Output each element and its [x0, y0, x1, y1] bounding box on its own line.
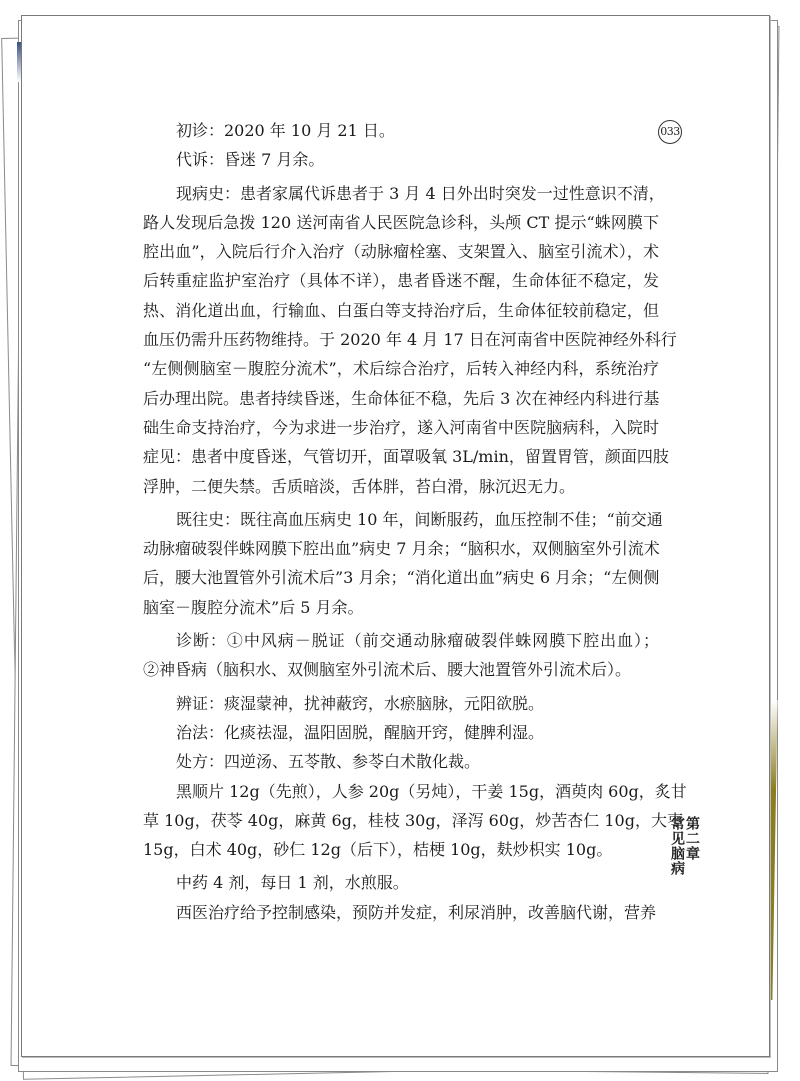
paragraph [143, 505, 663, 622]
paragraph [143, 868, 659, 897]
chapter-label: 第二章 [684, 816, 700, 861]
text-line: 草 10g，茯苓 40g，麻黄 6g，桂枝 30g，泽泻 60g，炒苦杏仁 10g，大枣 [143, 810, 683, 830]
text-line: 后，腰大池置管外引流术后”3 月余；“消化道出血”病史 6 月余；“左侧侧 [143, 568, 660, 588]
text-line: 础生命支持治疗，今为求进一步治疗，遂入河南省中医院脑病科，入院时 [143, 417, 659, 437]
paragraph [143, 179, 677, 501]
text-line: 处方：四逆汤、五苓散、参苓白术散化裁。 [176, 752, 481, 772]
text-line: 治法：化痰祛湿，温阳固脱，醒脑开窍，健脾利湿。 [176, 722, 545, 742]
text-line: 代诉：昏迷 7 月余。 [176, 150, 325, 170]
text-line: 黑顺片 12g（先煎），人参 20g（另炖），干姜 15g，酒萸肉 60g，炙甘 [176, 781, 687, 801]
paragraph [143, 626, 659, 685]
running-head [669, 816, 700, 876]
text-line: 西医治疗给予控制感染，预防并发症，利尿消肿，改善脑代谢，营养 [176, 902, 657, 922]
text-line: 15g，白术 40g，砂仁 12g（后下），桔梗 10g，麸炒枳实 10g。 [143, 840, 613, 860]
text-line: 初诊：2020 年 10 月 21 日。 [176, 121, 395, 140]
text-line: 现病史：患者家属代诉患者于 3 月 4 日外出时突发一过性意识不清， [176, 183, 665, 203]
text-line: 诊断：①中风病－脱证（前交通动脉瘤破裂伴蛛网膜下腔出血）； [176, 631, 659, 651]
text-line: ②神昏病（脑积水、双侧脑室外引流术后、腰大池置管外引流术后）。 [143, 660, 632, 680]
text-line: 脑室－腹腔分流术”后 5 月余。 [143, 597, 364, 617]
paragraph [143, 718, 659, 747]
chapter-title: 常见脑病 [669, 816, 685, 876]
text-line: 症见：患者中度昏迷，气管切开，面罩吸氧 3L/min，留置胃管，颜面四肢 [143, 447, 669, 467]
text-line: 后办理出院。患者持续昏迷，生命体征不稳，先后 3 次在神经内科进行基 [143, 388, 660, 408]
text-line: 动脉瘤破裂伴蛛网膜下腔出血”病史 7 月余；“脑积水，双侧脑室外引流术 [143, 539, 660, 559]
book-page [21, 15, 770, 1057]
text-line: 辨证：痰湿蒙神，扰神蔽窍，水瘀脑脉，元阳欲脱。 [176, 693, 545, 713]
text-line: 中药 4 剂，每日 1 剂，水煎服。 [176, 873, 409, 893]
paragraph [143, 747, 659, 776]
text-line: 浮肿，二便失禁。舌质暗淡，舌体胖，苔白滑，脉沉迟无力。 [143, 476, 576, 496]
paragraph [143, 689, 659, 718]
text-line: 热、消化道出血，行输血、白蛋白等支持治疗后，生命体征较前稳定，但 [143, 300, 659, 320]
page-number: 033 [658, 120, 682, 144]
text-line: “左侧侧脑室－腹腔分流术”，术后综合治疗，后转入神经内科，系统治疗 [143, 359, 659, 379]
paragraph [143, 116, 659, 145]
text-line: 后转重症监护室治疗（具体不详），患者昏迷不醒，生命体征不稳定，发 [143, 271, 659, 291]
paragraph [143, 145, 659, 174]
text-line: 血压仍需升压药物维持。于 2020 年 4 月 17 日在河南省中医院神经外科行 [143, 330, 677, 350]
paragraph [143, 898, 659, 927]
text-line: 路人发现后急拨 120 送河南省人民医院急诊科，头颅 CT 提示“蛛网膜下 [143, 212, 659, 232]
text-line: 既往史：既往高血压病史 10 年，间断服药，血压控制不佳；“前交通 [176, 509, 663, 529]
text-line: 腔出血”，入院后行介入治疗（动脉瘤栓塞、支架置入、脑室引流术），术 [143, 242, 659, 262]
